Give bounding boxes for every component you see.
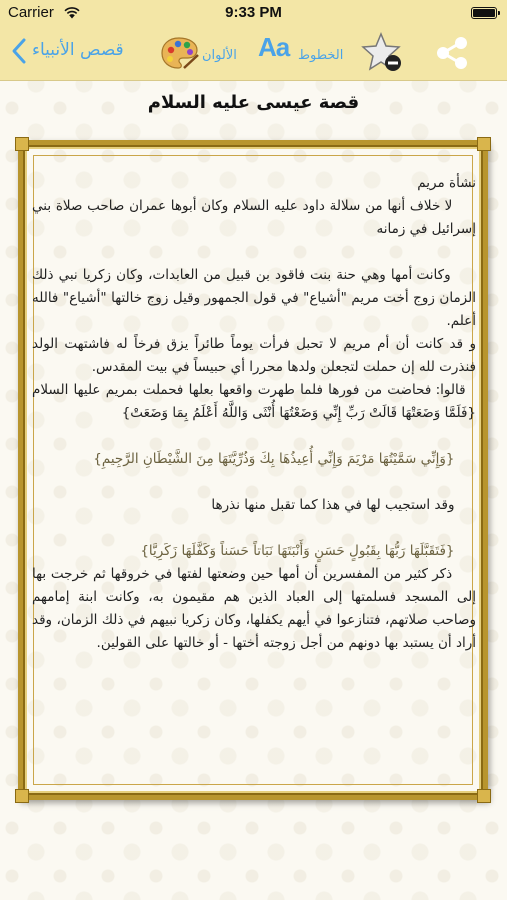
toolbar	[0, 26, 507, 81]
story-paragraph: وكانت أمها وهي حنة بنت فاقود بن قبيل من العابدات، وكان زكريا نبي ذلك الزمان زوج أخت مريم "أشياع" في قول الجمهور وقيل زوج خالتها "أشياع" فالله أعلم.	[27, 267, 476, 329]
story-paragraph: ذكر كثير من المفسرين أن أمها حين وضعتها لفتها في خروقها ثم خرجت بها إلى المسجد فسلمتها إلى العباد الذين هم مقيمون به، وكانت ابنة إمامهم وصاحب صلاتهم، فتنازعوا في أيهم يكفلها، وكان زكريا نبيهم في ذلك الزمان، وقد أراد أن يستبد بها دونهم من أجل زوجته أختها - أو خالتها على القولين.	[27, 566, 476, 651]
carrier-label: Carrier	[8, 4, 54, 21]
story-title: قصة عيسى عليه السلام	[147, 92, 360, 113]
battery-icon	[471, 7, 497, 19]
story-paragraph: قالوا: فحاضت من فورها فلما طهرت واقعها بعلها فحملت بمريم عليها السلام {فَلَمَّا وَضَعَتْهَا قَالَتْ رَبِّ إِنِّي وَضَعْتُهَا أُنْثَى وَاللَّهُ أَعْلَمُ بِمَا وَضَعَتْ}	[27, 382, 476, 421]
colors-label: الألوان	[202, 48, 237, 63]
clock: 9:33 PM	[225, 4, 282, 21]
fonts-button[interactable]	[258, 26, 348, 80]
share-button[interactable]	[430, 26, 474, 80]
story-paragraph: نشأة مريم لا خلاف أنها من سلالة داود عليه السلام وكان أبوها عمران صاحب صلاة بني إسرائيل في زمانه	[32, 175, 476, 237]
story-paragraph: وقد استجيب لها في هذا كما تقبل منها نذرها	[211, 497, 476, 513]
fonts-label: الخطوط	[298, 48, 344, 63]
frame-corner	[15, 789, 29, 803]
colors-button[interactable]	[160, 26, 252, 80]
status-bar	[0, 0, 507, 26]
favorite-remove-button[interactable]	[358, 26, 408, 80]
frame-corner	[15, 137, 29, 151]
back-button[interactable]	[10, 26, 140, 80]
star-remove-icon	[361, 31, 405, 75]
frame-corner	[477, 789, 491, 803]
story-text-scroll[interactable]	[27, 172, 476, 792]
frame-corner	[477, 137, 491, 151]
font-aa-icon: Aa	[258, 32, 290, 62]
quran-verse: {وَإِنِّي سَمَّيْتُهَا مَرْيَمَ وَإِنِّي أُعِيذُهَا بِكَ وَذُرِّيَّتَهَا مِنَ الشَّيْطَانِ الرَّجِيمِ}	[93, 451, 476, 467]
back-label: قصص الأنبياء	[32, 40, 124, 60]
share-icon	[434, 35, 470, 71]
chevron-left-icon	[10, 36, 28, 66]
story-paragraph: و قد كانت أن أم مريم لا تحبل فرأت يوماً طائراً يزق فرخاً له فاشتهت الولد فنذرت لله إن حملت لتجعلن ولدها محررا أي حبيساً في بيت المقدس.	[27, 336, 476, 375]
quran-verse: {فَتَقَبَّلَهَا رَبُّهَا بِقَبُولٍ حَسَنٍ وَأَنْبَتَهَا نَبَاتاً حَسَناً وَكَفَّلَهَا زَكَرِيَّا}	[140, 543, 476, 559]
palette-icon	[160, 35, 200, 71]
